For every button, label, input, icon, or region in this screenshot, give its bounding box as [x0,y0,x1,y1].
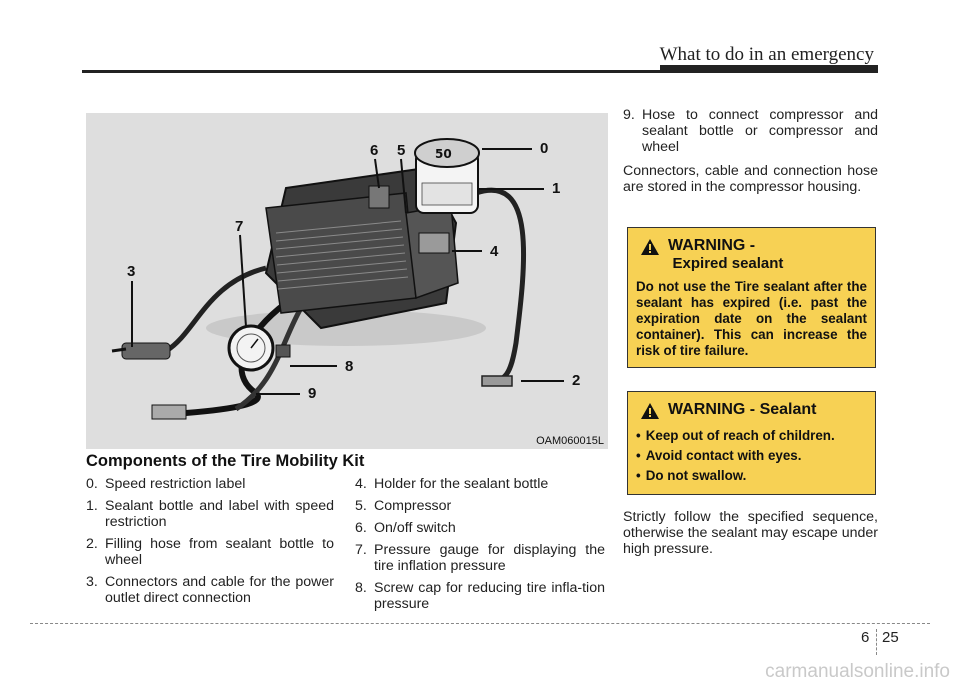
warning-body: Do not use the Tire sealant after the sealant has expired (i.e. past the expiration date on the sealant container). This can increase the risk of tire failure. [636,279,867,358]
warning-box-expired-sealant [627,227,876,368]
list-item: 4. Holder for the sealant bottle [355,476,549,492]
callout-8: 8 [345,358,354,375]
callout-3: 3 [127,263,136,280]
list-item: 7. Pressure gauge for displaying the tire inflation pressure [355,542,605,574]
warning-box-sealant [627,391,876,495]
chapter-number: 6 [861,629,870,646]
component-list-right [355,476,605,618]
warning-triangle-icon [640,402,660,420]
warning-label: WARNING - [668,401,756,418]
watermark: carmanualsonline.info [765,661,950,682]
footer-dashed-rule [30,623,930,624]
callout-5: 5 [397,142,406,159]
storage-paragraph: Connectors, cable and connection hose are stored in the compressor housing. [623,163,878,195]
callout-1: 1 [552,180,561,197]
kit-drawing [86,113,608,449]
right-column [623,107,878,203]
list-item: 3. Connectors and cable for the power outlet direct connection [86,574,334,606]
callout-7: 7 [235,218,244,235]
warning-bullets [628,420,875,483]
warning-topic: Expired sealant [672,255,784,272]
list-item: 9. Hose to connect compressor and sealant bottle or compressor and wheel [623,107,878,155]
list-item: 0. Speed restriction label [86,476,246,492]
bullet-item: • Do not swallow. [636,468,867,483]
callout-4: 4 [490,243,499,260]
callout-9: 9 [308,385,317,402]
list-item: 5. Compressor [355,498,452,514]
list-item: 2. Filling hose from sealant bottle to wheel [86,536,334,568]
component-list-left [86,476,334,612]
callout-0: 0 [540,140,549,157]
callout-6: 6 [370,142,379,159]
warning-label: WARNING - [668,237,756,254]
sequence-paragraph: Strictly follow the specified sequence, otherwise the sealant may escape under high pressure. [623,509,878,557]
warning-triangle-icon [640,238,660,256]
list-item: 6. On/off switch [355,520,456,536]
bullet-item: • Keep out of reach of children. [636,428,867,443]
page-number-separator [876,629,877,655]
svg-text:50: 50 [435,147,452,161]
section-title: What to do in an emergency [659,44,874,65]
figure-caption: Components of the Tire Mobility Kit [86,452,365,470]
header-tab [660,65,878,73]
tire-mobility-kit-illustration [86,113,608,449]
callout-2: 2 [572,372,581,389]
list-item: 8. Screw cap for reducing tire infla-tion pressure [355,580,605,612]
list-item: 1. Sealant bottle and label with speed restriction [86,498,334,530]
figure-code: OAM060015L [536,435,604,447]
bullet-item: • Avoid contact with eyes. [636,448,867,463]
page-number: 25 [882,629,899,646]
warning-topic: Sealant [759,401,817,418]
